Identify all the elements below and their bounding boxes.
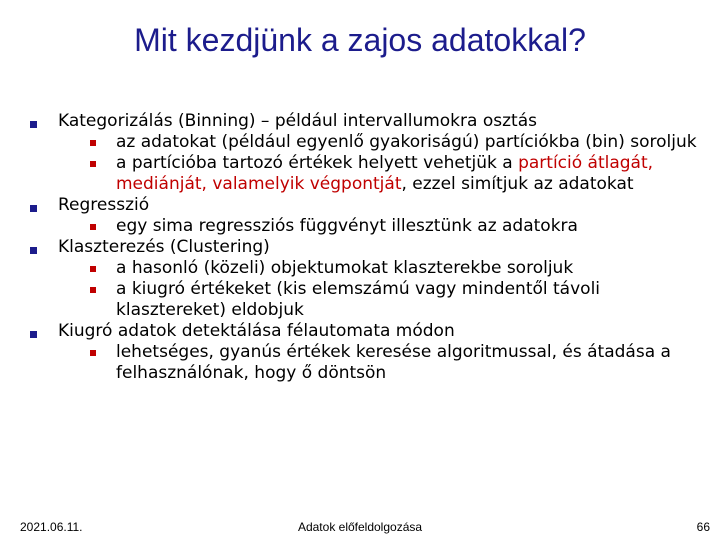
footer-title: Adatok előfeldolgozása bbox=[297, 520, 423, 534]
bullet-text: Klaszterezés (Clustering) bbox=[58, 237, 270, 257]
square-bullet-icon bbox=[90, 224, 96, 230]
square-bullet-icon bbox=[90, 161, 96, 167]
bullet-binning bbox=[30, 111, 710, 132]
footer-date: 2021.06.11. bbox=[20, 520, 83, 534]
square-bullet-icon bbox=[30, 247, 37, 254]
page-number: 66 bbox=[696, 520, 710, 534]
square-bullet-icon bbox=[30, 121, 37, 128]
bullet-text: Kategorizálás (Binning) – például intervallumokra osztás bbox=[58, 111, 537, 131]
bullet-list bbox=[30, 111, 710, 384]
square-bullet-icon bbox=[30, 331, 37, 338]
square-bullet-icon bbox=[90, 350, 96, 356]
square-bullet-icon bbox=[90, 266, 96, 272]
bullet-outlier-detection bbox=[30, 321, 710, 342]
sub-bullet-outlier-drop bbox=[90, 279, 710, 321]
sub-bullet-text: a kiugró értékeket (kis elemszámú vagy mindentől távoli klasztereket) eldobjuk bbox=[116, 279, 601, 320]
sub-bullet-text-pre: a partícióba tartozó értékek helyett vehetjük a bbox=[116, 153, 519, 173]
sub-bullet-text: lehetséges, gyanús értékek keresése algoritmussal, és átadása a felhasználónak, hogy ő döntsön bbox=[116, 342, 671, 383]
bullet-text: Kiugró adatok detektálása félautomata módon bbox=[58, 321, 455, 341]
sub-bullet-smoothing bbox=[90, 153, 710, 195]
sub-bullet-text: az adatokat (például egyenlő gyakoriságú) partíciókba (bin) soroljuk bbox=[116, 132, 697, 152]
sub-bullet-partitions bbox=[90, 132, 710, 153]
sub-bullet-text: egy sima regressziós függvényt illesztünk az adatokra bbox=[116, 216, 578, 236]
bullet-text: Regresszió bbox=[58, 195, 150, 215]
bullet-clustering bbox=[30, 237, 710, 258]
slide-title: Mit kezdjünk a zajos adatokkal? bbox=[134, 22, 586, 58]
square-bullet-icon bbox=[30, 205, 37, 212]
sub-bullet-text: a hasonló (közeli) objektumokat klaszterekbe soroljuk bbox=[116, 258, 574, 278]
square-bullet-icon bbox=[90, 140, 96, 146]
highlighted-text: partíció átlagát, mediánját, valamelyik végpontját bbox=[116, 153, 654, 194]
square-bullet-icon bbox=[90, 287, 96, 293]
sub-bullet-text-post: , ezzel simítjuk az adatokat bbox=[401, 174, 634, 194]
bullet-regression bbox=[30, 195, 710, 216]
sub-bullet-cluster-grouping bbox=[90, 258, 710, 279]
sub-bullet-regression-fit bbox=[90, 216, 710, 237]
sub-bullet-semi-automatic bbox=[90, 342, 710, 384]
